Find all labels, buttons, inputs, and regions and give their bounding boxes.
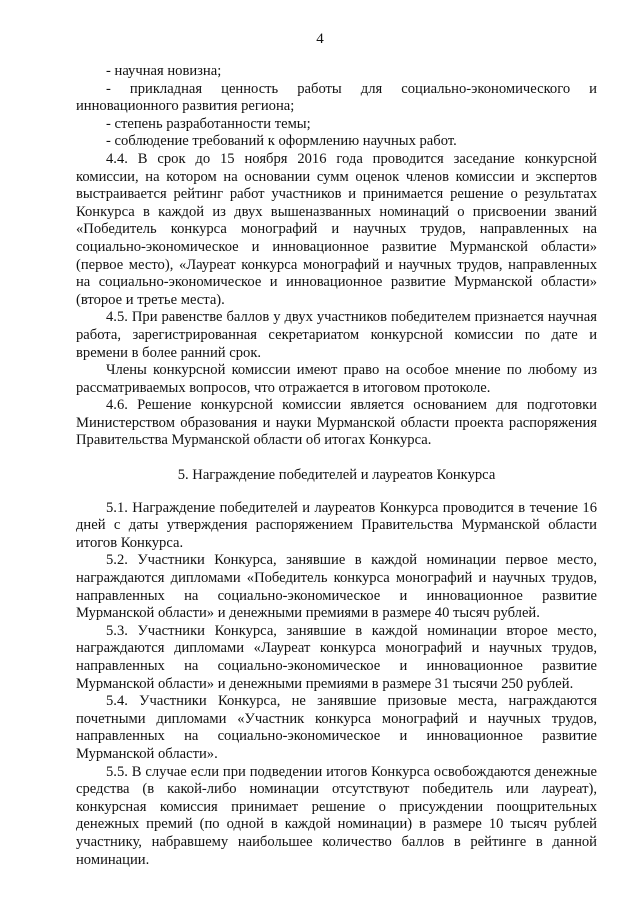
paragraph-5-3: 5.3. Участники Конкурса, занявшие в каждой номинации второе место, награждаются дипломами «Лауреат конкурса монографий и научных трудов, направленных на социально-экономическое и инновационное развитие Мурманской области» и денежными премиями в размере 31 тысячи 250 рублей. xyxy=(76,622,597,692)
criteria-item: - научная новизна; xyxy=(106,63,222,79)
paragraph-4-4: 4.4. В срок до 15 ноября 2016 года проводится заседание конкурсной комиссии, на котором на основании сумм оценок членов комиссии и экспертов выстраивается рейтинг работ участников и принимается решение о результатах Конкурса в каждой из двух вышеназванных номинаций о присвоении званий «Победитель конкурса монографий и научных трудов, направленных на социально-экономическое и инновационное развитие Мурманской области» (первое место), «Лауреат конкурса монографий и научных трудов, направленных на социально-экономическое и инновационное развитие Мурманской области» (второе и третье места). xyxy=(76,150,597,308)
paragraph-5-4: 5.4. Участники Конкурса, не занявшие призовые места, награждаются почетными дипломами «Участник конкурса монографий и научных трудов, направленных на социально-экономическое и инновационное развитие Мурманской области». xyxy=(76,693,597,762)
paragraph-commission-opinion: Члены конкурсной комиссии имеют право на особое мнение по любому из рассматриваемых вопросов, что отражается в итоговом протоколе. xyxy=(76,362,597,396)
criteria-item: - соблюдение требований к оформлению научных работ. xyxy=(106,133,457,150)
paragraph-5-5: 5.5. В случае если при подведении итогов Конкурса освобождаются денежные средства (в какой-либо номинации отсутствуют победитель или лауреат), конкурсная комиссия принимает решение о присуждении поощрительных денежных премий (по одной в каждой номинации) в размере 10 тысяч рублей участнику, набравшему наибольшее количество баллов в рейтинге в данной номинации. xyxy=(76,763,597,868)
paragraph-5-2: 5.2. Участники Конкурса, занявшие в каждой номинации первое место, награждаются дипломами «Победитель конкурса монографий и научных трудов, направленных на социально-экономическое и инновационное развитие Мурманской области» и денежными премиями в размере 40 тысяч рублей. xyxy=(76,552,597,622)
page-number: 4 xyxy=(316,31,324,47)
paragraph-5-1: 5.1. Награждение победителей и лауреатов Конкурса проводится в течение 16 дней с даты утверждения распоряжением Правительства Мурманской области итогов Конкурса. xyxy=(76,499,597,551)
evaluation-criteria-list xyxy=(76,63,597,151)
criteria-item: - степень разработанности темы; xyxy=(106,115,311,132)
criteria-item: - прикладная ценность работы для социально-экономического и инновационного развития региона; xyxy=(76,80,597,115)
section-5-heading: 5. Награждение победителей и лауреатов Конкурса xyxy=(177,467,496,484)
paragraph-4-6: 4.6. Решение конкурсной комиссии является основанием для подготовки Министерством образования и науки Мурманской области проекта распоряжения Правительства Мурманской области об итогах Конкурса. xyxy=(76,397,597,449)
document-body xyxy=(76,63,597,869)
paragraph-4-5: 4.5. При равенстве баллов у двух участников победителем признается научная работа, зарегистрированная секретариатом конкурсной комиссии по дате и времени в более ранний срок. xyxy=(76,309,597,361)
